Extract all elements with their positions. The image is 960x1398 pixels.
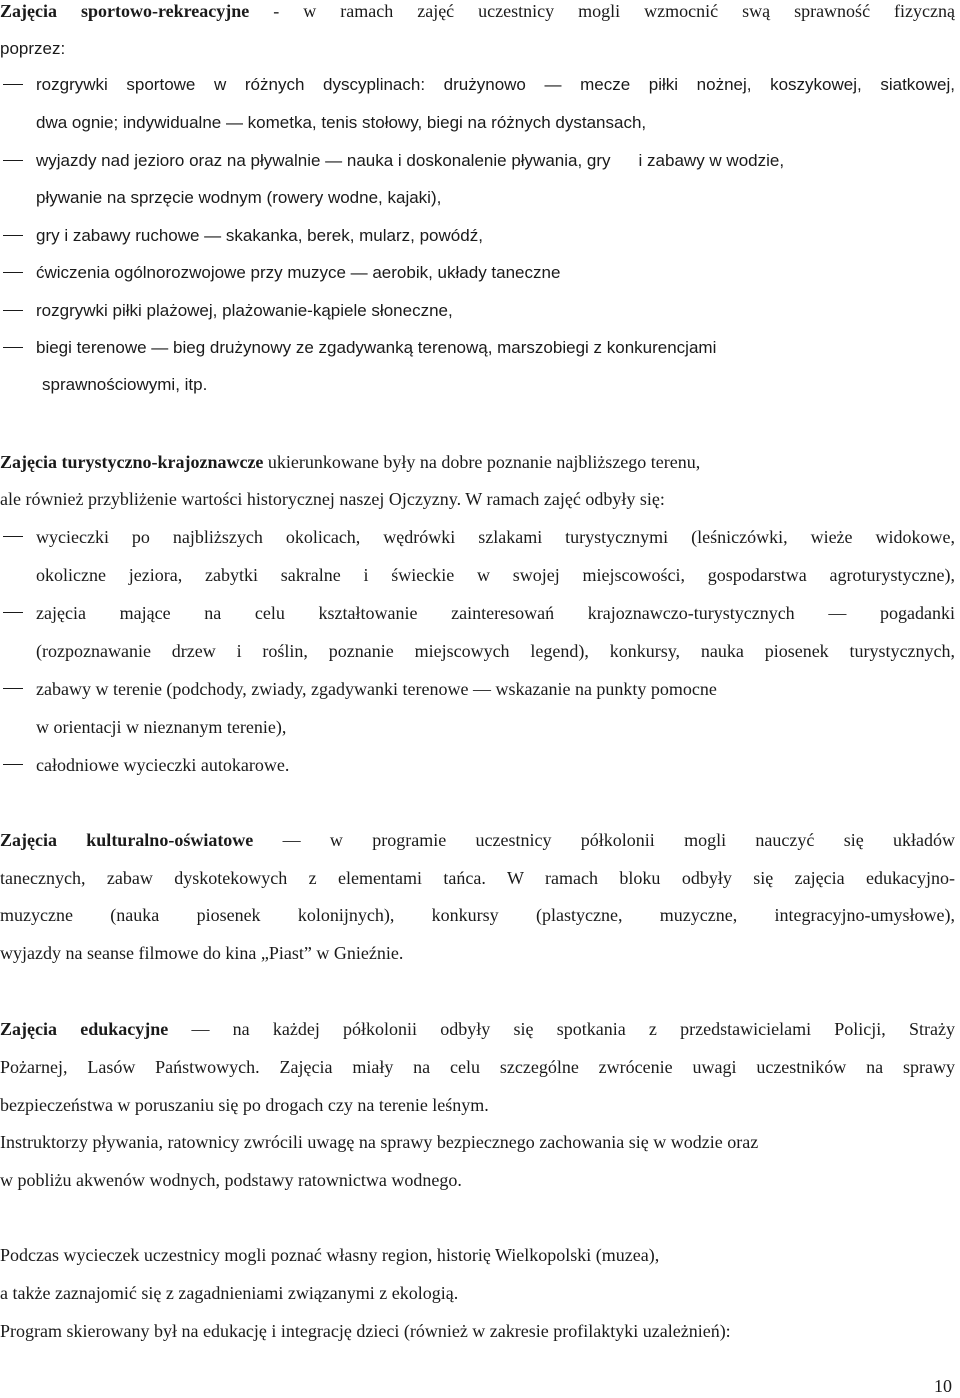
list-item-cont: pływanie na sprzęcie wodnym (rowery wodne, kajaki), bbox=[36, 188, 442, 207]
culture-heading: Zajęcia kulturalno-oświatowe bbox=[0, 830, 254, 850]
sport-intro-line bbox=[0, 0, 955, 26]
list-item bbox=[0, 333, 955, 363]
list-item bbox=[0, 70, 955, 100]
list-item-text: rozgrywki sportowe w różnych dyscyplinach: drużynowo ― mecze piłki nożnej, koszykowej, siatkowej, bbox=[36, 75, 955, 94]
education-intro: ― na każdej półkolonii odbyły się spotkania z przedstawicielami Policji, Straży bbox=[168, 1019, 955, 1039]
dash-bullet bbox=[3, 688, 23, 689]
paragraph-line: w pobliżu akwenów wodnych, podstawy ratownictwa wodnego. bbox=[0, 1170, 462, 1190]
paragraph-line: Instruktorzy pływania, ratownicy zwrócili uwagę na sprawy bezpiecznego zachowania się w wodzie oraz bbox=[0, 1132, 759, 1152]
list-item-cont: w orientacji w nieznanym terenie), bbox=[36, 717, 287, 737]
list-item-text: wycieczki po najbliższych okolicach, wędrówki szlakami turystycznymi (leśniczówki, wieże widokowe, bbox=[36, 527, 955, 547]
paragraph-line: Podczas wycieczek uczestnicy mogli poznać własny region, historię Wielkopolski (muzea), bbox=[0, 1245, 660, 1265]
paragraph-line: Pożarnej, Lasów Państwowych. Zajęcia miały na celu szczególne zwrócenie uwagi uczestników na sprawy bbox=[0, 1057, 955, 1077]
dash-bullet bbox=[3, 536, 23, 537]
paragraph-line: muzyczne (nauka piosenek kolonijnych), konkursy (plastyczne, muzyczne, integracyjno-umysłowe), bbox=[0, 905, 955, 925]
list-item-text: zabawy w terenie (podchody, zwiady, zgadywanki terenowe ― wskazanie na punkty pomocne bbox=[36, 679, 717, 699]
dash-bullet bbox=[3, 310, 23, 311]
dash-bullet bbox=[3, 272, 23, 273]
list-item bbox=[0, 598, 955, 628]
list-item bbox=[0, 221, 955, 251]
paragraph-line: Program skierowany był na edukację i integrację dzieci (również w zakresie profilaktyki uzależnień): bbox=[0, 1321, 731, 1341]
list-item-text: rozgrywki piłki plażowej, plażowanie-kąpiele słoneczne, bbox=[36, 301, 453, 320]
dash-bullet bbox=[3, 612, 23, 613]
list-item-cont: okoliczne jeziora, zabytki sakralne i świeckie w swojej miejscowości, gospodarstwa agroturystyczne), bbox=[36, 565, 955, 585]
list-item bbox=[0, 674, 955, 704]
list-item bbox=[0, 258, 955, 288]
sport-intro: - w ramach zajęć uczestnicy mogli wzmocnić swą sprawność fizyczną bbox=[249, 1, 955, 21]
list-item-text: wyjazdy nad jezioro oraz na pływalnie ― nauka i doskonalenie pływania, gry i zabawy w wodzie, bbox=[36, 151, 785, 170]
education-heading: Zajęcia edukacyjne bbox=[0, 1019, 169, 1039]
culture-intro: ― w programie uczestnicy półkolonii mogli nauczyć się układów bbox=[253, 830, 955, 850]
tourism-intro-line bbox=[0, 447, 955, 477]
paragraph-line: tanecznych, zabaw dyskotekowych z elementami tańca. W ramach bloku odbyły się zajęcia edukacyjno- bbox=[0, 868, 955, 888]
paragraph-line: bezpieczeństwa w poruszaniu się po drogach czy na terenie leśnym. bbox=[0, 1095, 489, 1115]
list-item-text: gry i zabawy ruchowe ― skakanka, berek, mularz, powódź, bbox=[36, 226, 483, 245]
list-item-text: całodniowe wycieczki autokarowe. bbox=[36, 755, 290, 775]
tourism-intro: ukierunkowane były na dobre poznanie najbliższego terenu, bbox=[263, 452, 701, 472]
sport-heading: Zajęcia sportowo-rekreacyjne bbox=[0, 1, 250, 21]
paragraph-line: wyjazdy na seanse filmowe do kina „Piast” w Gnieźnie. bbox=[0, 943, 404, 963]
page-number: 10 bbox=[934, 1376, 952, 1396]
dash-bullet bbox=[3, 764, 23, 765]
sport-intro-cont: poprzez: bbox=[0, 39, 66, 58]
list-item-text: ćwiczenia ogólnorozwojowe przy muzyce ― aerobik, układy taneczne bbox=[36, 263, 561, 282]
dash-bullet bbox=[3, 235, 23, 236]
dash-bullet bbox=[3, 84, 23, 85]
paragraph-line: a także zaznajomić się z zagadnieniami związanymi z ekologią. bbox=[0, 1283, 459, 1303]
education-intro-line bbox=[0, 1014, 955, 1044]
tourism-heading: Zajęcia turystyczno-krajoznawcze bbox=[0, 452, 264, 472]
dash-bullet bbox=[3, 347, 23, 348]
culture-intro-line bbox=[0, 825, 955, 855]
tourism-intro-cont: ale również przybliżenie wartości historycznej naszej Ojczyzny. W ramach zajęć odbyły się: bbox=[0, 489, 665, 509]
list-item-cont: dwa ognie; indywidualne ― kometka, tenis stołowy, biegi na różnych dystansach, bbox=[36, 113, 647, 132]
list-item-cont: sprawnościowymi, itp. bbox=[42, 375, 208, 394]
list-item bbox=[0, 296, 955, 326]
list-item-text: zajęcia mające na celu kształtowanie zainteresowań krajoznawczo-turystycznych ― pogadanki bbox=[36, 603, 955, 623]
list-item bbox=[0, 750, 955, 780]
list-item bbox=[0, 146, 955, 176]
dash-bullet bbox=[3, 160, 23, 161]
list-item bbox=[0, 522, 955, 552]
list-item-text: biegi terenowe ― bieg drużynowy ze zgadywanką terenową, marszobiegi z konkurencjami bbox=[36, 338, 717, 357]
list-item-cont: (rozpoznawanie drzew i roślin, poznanie miejscowych legend), konkursy, nauka piosenek turystycznych, bbox=[36, 641, 955, 661]
